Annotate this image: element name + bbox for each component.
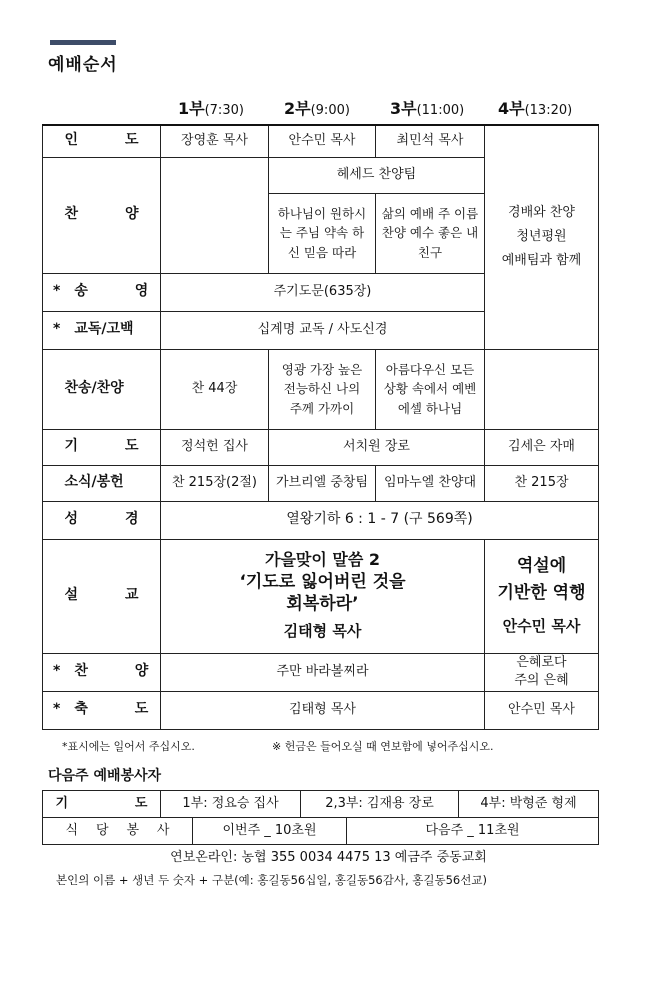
stand-mark: * xyxy=(53,701,61,718)
row-prayer xyxy=(43,429,599,465)
hymn-praise-s2: 영광 가장 높은 전능하신 나의 주께 가까이 xyxy=(269,349,376,429)
page-title: 예배순서 xyxy=(48,55,118,75)
sermon-title-2: 회복하라’ xyxy=(286,593,359,614)
offering-s3: 임마누엘 찬양대 xyxy=(376,465,485,501)
hymn-praise-s1: 찬 44장 xyxy=(161,349,269,429)
service-3-header: 3부(11:00) xyxy=(390,99,465,118)
confession-value: 십계명 교독 / 사도신경 xyxy=(161,311,485,349)
next-prayer-4: 4부: 박형준 형제 xyxy=(459,791,599,818)
service-4-header: 4부(13:20) xyxy=(498,99,573,118)
next-kitchen-this: 이번주 _ 10초원 xyxy=(193,818,347,845)
stand-mark: * xyxy=(53,321,61,338)
next-prayer-label: 기 도 xyxy=(55,795,148,811)
hymn-value: 주기도문(635장) xyxy=(161,273,485,311)
stand-mark: * xyxy=(53,663,61,680)
praise2-s4-line2: 주의 은혜 xyxy=(514,673,569,688)
praise-team: 헤세드 찬양팀 xyxy=(269,157,485,193)
sermon-preacher: 김태형 목사 xyxy=(283,621,362,640)
online-offering-account: 연보온라인: 농협 355 0034 4475 13 예금주 중동교회 xyxy=(170,850,487,865)
label-leader: 인 도 xyxy=(64,132,139,149)
next-prayer-23: 2,3부: 김재용 장로 xyxy=(301,791,459,818)
prayer-s1: 정석헌 집사 xyxy=(161,429,269,465)
prayer-s4: 김세은 자매 xyxy=(485,429,599,465)
praise2-s4 xyxy=(485,653,599,691)
row-hymn-praise xyxy=(43,349,599,429)
row-benediction xyxy=(43,691,599,729)
stand-mark: * xyxy=(53,283,61,300)
row-scripture xyxy=(43,501,599,539)
row-offering xyxy=(43,465,599,501)
offering-s2: 가브리엘 중창팀 xyxy=(269,465,376,501)
sermon-title-1: ‘기도로 잃어버린 것을 xyxy=(239,571,406,592)
offering-s1: 찬 215장(2절) xyxy=(161,465,269,501)
next-kitchen-label: 식 당 봉 사 xyxy=(65,822,170,838)
praise-s2-song: 하나님이 원하시는 주님 약속 하신 믿음 따라 xyxy=(269,193,376,273)
label-hymn-praise: 찬송/찬양 xyxy=(64,380,124,397)
sermon-series: 가을맞이 말씀 2 xyxy=(264,550,380,569)
praise-s1-empty xyxy=(161,157,269,273)
s4-praise-line1: 경배와 찬양 xyxy=(508,204,575,220)
praise2-value: 주만 바라볼찌라 xyxy=(161,653,485,691)
next-row-prayer xyxy=(43,791,599,818)
next-week-table xyxy=(42,790,599,845)
label-hymn: 송 영 xyxy=(74,283,149,300)
online-offering-format: 본인의 이름 + 생년 두 숫자 + 구분(예: 홍길동56십일, 홍길동56감사, 홍길동56선교) xyxy=(56,873,487,887)
label-sermon: 설 교 xyxy=(64,587,139,604)
next-week-title: 다음주 예배봉사자 xyxy=(48,768,162,784)
sermon-cell xyxy=(161,539,485,653)
worship-order-table xyxy=(42,124,599,730)
next-row-kitchen xyxy=(43,818,599,845)
service-2-header: 2부(9:00) xyxy=(284,99,350,118)
label-scripture: 성 경 xyxy=(64,511,139,528)
leader-s1: 장영훈 목사 xyxy=(161,125,269,157)
row-leader xyxy=(43,125,599,157)
leader-s3: 최민석 목사 xyxy=(376,125,485,157)
leader-s2: 안수민 목사 xyxy=(269,125,376,157)
offering-s4: 찬 215장 xyxy=(485,465,599,501)
s4-praise-line3: 예배팀과 함께 xyxy=(501,253,582,269)
benediction-value: 김태형 목사 xyxy=(161,691,485,729)
row-praise2 xyxy=(43,653,599,691)
s4-praise-line2: 청년평원 xyxy=(516,229,567,245)
label-confession: 교독/고백 xyxy=(74,321,134,338)
sermon-s4-title-2: 기반한 역행 xyxy=(497,582,586,603)
next-prayer-1: 1부: 정요승 집사 xyxy=(161,791,301,818)
label-praise2: 찬 양 xyxy=(74,663,149,680)
sermon-s4-cell xyxy=(485,539,599,653)
scripture-value: 열왕기하 6 : 1 - 7 (구 569쪽) xyxy=(161,501,599,539)
sermon-s4-preacher: 안수민 목사 xyxy=(502,616,581,635)
label-prayer: 기 도 xyxy=(64,438,139,455)
praise-s3-song: 삶의 예배 주 이름 찬양 예수 좋은 내 친구 xyxy=(376,193,485,273)
note-offering: ※ 헌금은 들어오실 때 연보함에 넣어주십시오. xyxy=(272,740,494,753)
praise2-s4-line1: 은혜로다 xyxy=(516,654,567,670)
label-benediction: 축 도 xyxy=(74,701,149,718)
label-offering: 소식/봉헌 xyxy=(64,474,124,491)
prayer-s23: 서치원 장로 xyxy=(269,429,485,465)
sermon-s4-title-1: 역설에 xyxy=(516,556,567,577)
next-kitchen-next: 다음주 _ 11초원 xyxy=(347,818,599,845)
row-sermon xyxy=(43,539,599,653)
hymn-praise-s3: 아름다우신 모든 상황 속에서 예벤에셀 하나님 xyxy=(376,349,485,429)
note-stand: *표시에는 일어서 주십시오. xyxy=(62,740,195,753)
label-praise: 찬 양 xyxy=(64,206,139,223)
title-accent-bar xyxy=(50,40,116,45)
benediction-s4: 안수민 목사 xyxy=(485,691,599,729)
hymn-praise-s4-empty xyxy=(485,349,599,429)
service-1-header: 1부(7:30) xyxy=(178,99,244,118)
s4-praise-cell xyxy=(485,125,599,349)
